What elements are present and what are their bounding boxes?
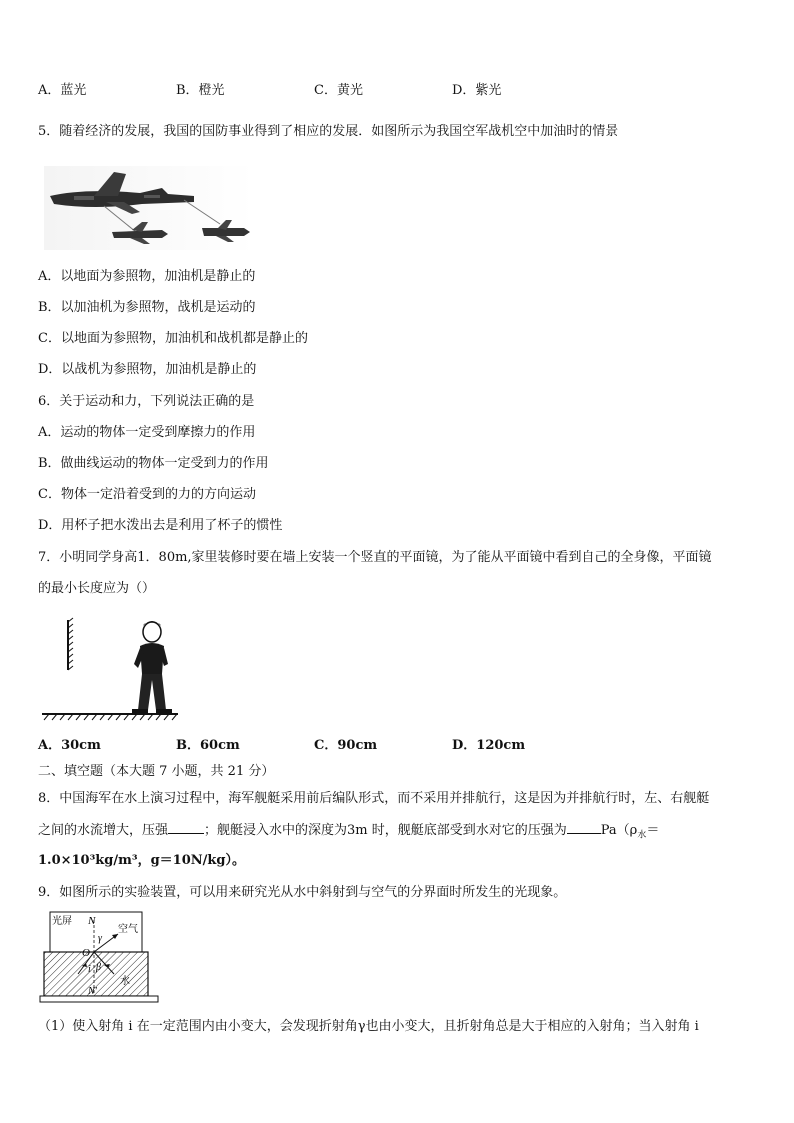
fig-label-beta: β	[96, 962, 101, 973]
q5-stem: 5．随着经济的发展，我国的国防事业得到了相应的发展．如图所示为我国空军战机空中加油时的情景	[38, 124, 619, 139]
q8-line3: 1.0×10³kg/m³，g＝10N/kg）。	[38, 853, 245, 868]
q6-stem: 6．关于运动和力，下列说法正确的是	[38, 394, 255, 409]
fig-label-water: 水	[120, 976, 130, 987]
q4-option-a: A．蓝光	[38, 83, 87, 98]
q5-option-b: B．以加油机为参照物，战机是运动的	[38, 300, 256, 315]
q8-blank-1[interactable]	[168, 821, 204, 834]
q6-option-a: A．运动的物体一定受到摩擦力的作用	[38, 425, 256, 440]
q7-stem-line2: 的最小长度应为（）	[38, 581, 156, 596]
q9-subquestion-1: （1）使入射角 i 在一定范围内由小变大，会发现折射角γ也由小变大，且折射角总是大于相应的入射角；当入射角 i	[38, 1019, 699, 1034]
q4-option-b: B．橙光	[176, 83, 225, 98]
fig-label-screen: 光屏	[52, 916, 72, 927]
q8-blank-2[interactable]	[567, 821, 601, 834]
fig-label-i: i	[88, 964, 91, 975]
q5-option-c: C．以地面为参照物，加油机和战机都是静止的	[38, 331, 308, 346]
fig-label-o: O	[82, 947, 90, 959]
fig-label-air: 空气	[118, 924, 138, 935]
q6-option-b: B．做曲线运动的物体一定受到力的作用	[38, 456, 269, 471]
q7-stem-line1: 7．小明同学身高1．80m,家里装修时要在墙上安装一个竖直的平面镜，为了能从平面镜中看到自己的全身像，平面镜	[38, 550, 712, 565]
fig-label-gamma: γ	[98, 933, 102, 944]
q9-stem: 9．如图所示的实验装置，可以用来研究光从水中斜射到与空气的分界面时所发生的光现象。	[38, 885, 567, 900]
fig-label-n-top: N	[88, 915, 96, 927]
aerial-refueling-image	[44, 166, 254, 250]
q8-line2	[38, 821, 659, 845]
mirror-person-figure	[40, 614, 180, 722]
q4-option-d: D．紫光	[452, 83, 502, 98]
q8-line1: 8．中国海军在水上演习过程中，海军舰艇采用前后编队形式，而不采用并排航行，这是因为并排航行时，左、右舰艇	[38, 791, 710, 806]
q7-option-c: C．90cm	[314, 738, 378, 753]
q5-option-d: D．以战机为参照物，加油机是静止的	[38, 362, 257, 377]
refraction-apparatus-figure	[38, 910, 160, 1006]
q7-option-b: B．60cm	[176, 738, 240, 753]
q8-text-d: ＝	[646, 823, 660, 838]
fig-label-n-bottom: N'	[88, 986, 97, 997]
q6-option-d: D．用杯子把水泼出去是利用了杯子的惯性	[38, 518, 283, 533]
q8-text-a: 之间的水流增大，压强	[38, 823, 169, 838]
q6-option-c: C．物体一定沿着受到的力的方向运动	[38, 487, 256, 502]
q8-text-b: ；舰艇浸入水中的深度为3m 时，舰艇底部受到水对它的压强为	[204, 823, 567, 838]
q7-option-d: D．120cm	[452, 738, 526, 753]
q5-option-a: A．以地面为参照物，加油机是静止的	[38, 269, 256, 284]
section-heading-fill-in: 二、填空题（本大题 7 小题，共 21 分）	[38, 764, 275, 779]
q7-option-a: A．30cm	[38, 738, 101, 753]
q8-text-c: Pa（ρ	[600, 823, 638, 838]
q8-rho-subscript: 水	[637, 830, 647, 841]
q4-option-c: C．黄光	[314, 83, 363, 98]
